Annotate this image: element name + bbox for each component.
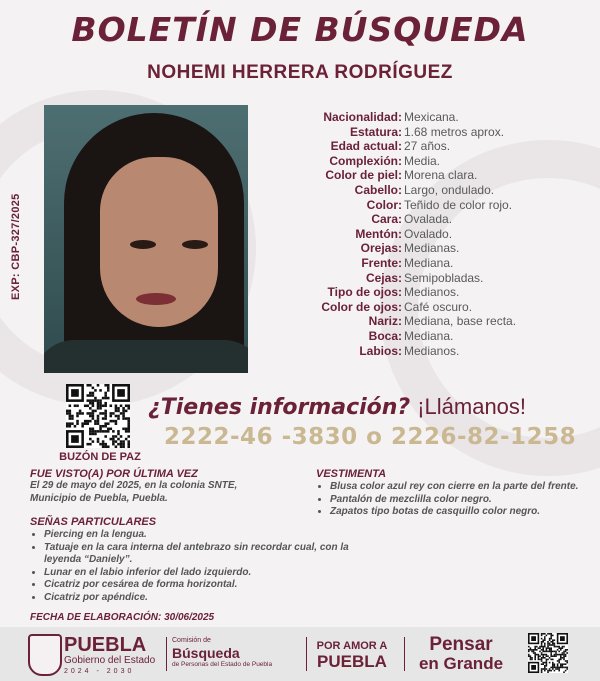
attribute-label: Tipo de ojos: [327,285,402,300]
comision-line: Comisión de [172,637,211,644]
attribute-label: Color: [366,197,402,212]
attribute-value: Teñido de color rojo. [404,197,513,212]
buzon-label: BUZÓN DE PAZ [59,451,141,463]
person-name: NOHEMI HERRERA RODRÍGUEZ [147,62,453,83]
attribute-value: Medianos. [404,285,460,300]
comision-logo [172,637,302,669]
poramor-line: PUEBLA [317,652,387,671]
pensar-line: en Grande [418,654,504,673]
attribute-value: Café oscuro. [404,299,473,314]
attribute-label: Mentón: [355,226,402,241]
attribute-row [258,271,578,286]
attribute-value: Medianas. [404,241,460,256]
attribute-value: Medianos. [404,343,460,358]
attribute-label: Frente: [361,255,402,270]
comision-line: Búsqueda [172,645,240,661]
list-item: • Cicatriz por apéndice. [44,592,350,605]
attribute-value: 1.68 metros aprox. [404,124,505,139]
gobierno-text: Gobierno del Estado [64,655,156,666]
phone-numbers[interactable]: 2222-46 -3830 o 2226-82-1258 [164,424,577,450]
attribute-row [258,139,578,154]
por-amor-logo [312,639,392,669]
attribute-row [258,256,578,271]
list-item: • Lunar en el labio inferior del lado izquierdo. [44,567,350,580]
clothing-list [316,481,586,519]
call-prompt: ¡Llámanos! [417,394,527,419]
footer-logos [0,627,600,681]
marks-list [30,529,350,604]
description-list [258,110,578,358]
divider [404,637,405,671]
pensar-logo [418,635,504,673]
attribute-row [258,110,578,125]
list-item: • Pantalón de mezclilla color negro. [330,494,586,507]
pensar-line: Pensar [429,634,493,655]
attribute-value: Mediana. [404,255,454,270]
clothing-heading: VESTIMENTA [316,468,387,480]
marks-heading: SEÑAS PARTICULARES [30,516,157,528]
attribute-value: Mexicana. [404,110,459,124]
attribute-label: Cabello: [354,182,402,197]
distinguishing-marks-section [30,516,350,604]
info-prompt [148,394,588,420]
poramor-line: POR AMOR A [316,640,388,652]
list-item: • Piercing en la lengua. [44,529,350,542]
puebla-government-logo [64,635,164,677]
attribute-value: Largo, ondulado. [404,182,495,197]
attribute-value: 27 años. [404,139,451,154]
creation-date: FECHA DE ELABORACIÓN: 30/06/2025 [30,612,215,623]
bulletin-title: BOLETÍN DE BÚSQUEDA [71,10,529,49]
attribute-value: Morena clara. [404,168,478,183]
attribute-label: Complexión: [329,153,402,168]
attribute-row [258,329,578,344]
attribute-label: Color de piel: [325,168,402,183]
attribute-value: Semipobladas. [404,270,484,285]
attribute-row [258,300,578,315]
years-text: 2024 - 2030 [64,668,135,675]
attribute-label: Estatura: [349,124,402,139]
last-seen-heading: FUE VISTO(A) POR ÚLTIMA VEZ [30,468,198,480]
list-item: • Blusa color azul rey con cierre en la parte del frente. [330,481,586,494]
attribute-row [258,314,578,329]
attribute-label: Labios: [359,343,402,358]
person-photo [44,105,248,373]
divider [166,637,167,671]
attribute-label: Orejas: [360,241,402,256]
attribute-value: Mediana, base recta. [404,314,517,329]
attribute-label: Nacionalidad: [323,110,402,124]
attribute-label: Nariz: [368,314,402,329]
list-item: • Zapatos tipo botas de casquillo color negro. [330,506,586,519]
file-number: EXP: CBP-327/2025 [10,193,22,300]
list-item: • Tatuaje en la cara interna del antebrazo sin recordar cual, con la leyenda “Daniely”. [44,542,350,567]
info-question: ¿Tienes información? [148,395,411,420]
attribute-row [258,241,578,256]
attribute-value: Ovalada. [404,212,453,227]
attribute-row [258,212,578,227]
attribute-row [258,154,578,169]
attribute-row [258,183,578,198]
attribute-row [258,285,578,300]
attribute-row [258,168,578,183]
attribute-row [258,198,578,213]
clothing-section [316,468,586,519]
coat-of-arms-icon [28,634,62,676]
qr-code-icon[interactable] [66,384,130,448]
attribute-value: Mediana. [404,328,454,343]
puebla-text: PUEBLA [64,634,147,656]
attribute-label: Cejas: [365,270,402,285]
last-seen-line: El 29 de mayo del 2025, en la colonia SNTE, [30,480,238,491]
attribute-label: Color de ojos: [321,299,402,314]
attribute-value: Media. [404,153,441,168]
attribute-label: Cara: [371,212,402,227]
attribute-row [258,227,578,242]
attribute-value: Ovalado. [404,226,453,241]
comision-line: de Personas del Estado de Puebla [172,661,273,668]
qr-code-icon[interactable] [528,633,568,673]
attribute-label: Boca: [368,328,402,343]
last-seen-section [30,468,300,505]
last-seen-line: Municipio de Puebla, Puebla. [30,492,168,504]
attribute-label: Edad actual: [330,139,402,154]
list-item: • Cicatriz por cesárea de forma horizontal. [44,579,350,592]
attribute-row [258,344,578,359]
attribute-row [258,125,578,140]
divider [306,637,307,671]
